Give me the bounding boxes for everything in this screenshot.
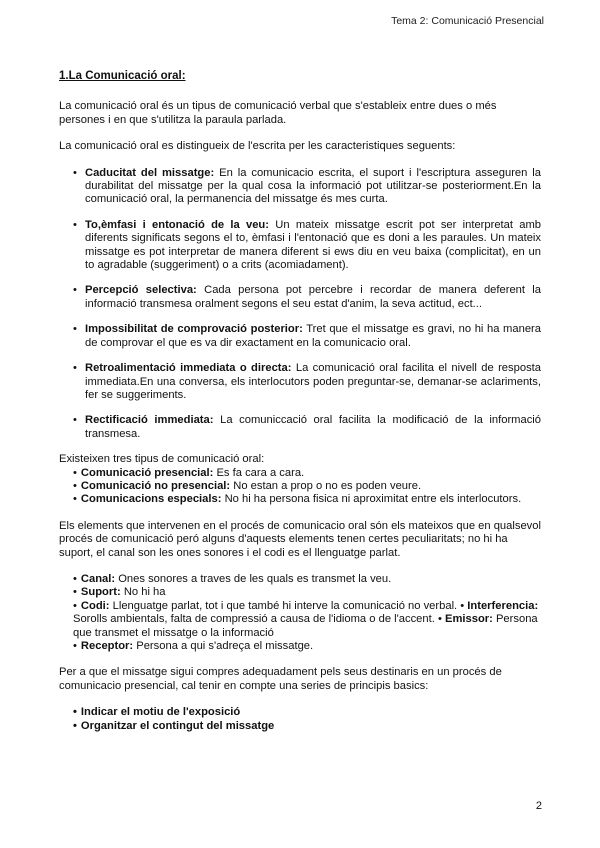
term: Impossibilitat de comprovació posterior: <box>85 323 303 336</box>
principle-text: Indicar el motiu de l'exposició <box>80 706 241 719</box>
description: La comuniccació oral facilita la modificació de la informació transmesa. <box>85 414 542 440</box>
list-item <box>73 219 541 273</box>
bullet-icon: • <box>73 706 77 719</box>
term: Comunicacions especials: <box>80 493 222 506</box>
section-title: 1.La Comunicació oral: <box>59 70 186 82</box>
term: Interferencia: <box>467 599 539 612</box>
term: Comunicació no presencial: <box>80 479 231 492</box>
bullet-icon: • <box>73 640 77 652</box>
term: Caducitat del missatge: <box>85 166 215 179</box>
characteristics-intro: La comunicació oral es distingueix de l'escrita per les caracteristiques seguents: <box>59 140 456 153</box>
description: No hi ha <box>123 586 166 599</box>
description: Persona a qui s'adreça el missatge. <box>136 640 314 652</box>
term: Codi: <box>80 599 110 612</box>
term: Percepció selectiva: <box>85 284 197 297</box>
description: Cada persona pot percebre i recordar de manera deferent la informació transmesa oralment segons el seu estat d'anim, la seva actitud, ect... <box>85 284 542 310</box>
list-item <box>73 480 541 493</box>
elements-list <box>59 573 541 653</box>
document-body <box>59 70 541 733</box>
principles-intro: Per a que el missatge sigui compres adequadament pels seus destinaris en un procés de comunicacio presencial, cal tenir en compte una series de principis basics: <box>59 666 502 692</box>
bullet-icon: • <box>73 719 77 732</box>
elements-intro: Els elements que intervenen en el procés de comunicacio oral són els mateixos que en qualsevol procés de comunicació peró alguns d'aquests elements tenen certes peculiaritats; no hi ha suport, el canal son les ones sonores i el codi es el llenguatge parlat. <box>59 519 541 559</box>
list-item <box>73 284 541 311</box>
description: No estan a prop o no es poden veure. <box>233 479 422 492</box>
principle-text: Organitzar el contingut del missatge <box>80 719 275 732</box>
list-item <box>73 414 541 441</box>
types-list <box>59 467 541 507</box>
term: Canal: <box>80 572 116 585</box>
list-item <box>73 720 541 733</box>
description: Sorolls ambientals, falta de compressió a causa de l'idioma o de l'accent. • <box>73 613 442 626</box>
bullet-icon: • <box>73 466 77 479</box>
list-item <box>73 493 541 506</box>
bullet-icon: • <box>73 479 77 492</box>
description: Persona que transmet el missatge o la informació <box>73 613 538 639</box>
term: Retroalimentació immediata o directa: <box>85 362 292 375</box>
list-item <box>73 706 541 719</box>
description: No hi ha persona fisica ni aproximitat entre els interlocutors. <box>224 493 522 506</box>
list-item <box>73 640 541 653</box>
bullet-icon: • <box>73 599 77 612</box>
list-item <box>73 362 541 402</box>
description: La comunicació oral facilita el nivell de resposta immediata.En una conversa, els interlocutors poden preguntar-se, demanar-se aclariments, fer se suggeriments. <box>85 362 541 401</box>
list-item <box>73 586 541 599</box>
term: Rectificació immediata: <box>85 414 214 427</box>
term: Suport: <box>80 586 121 599</box>
types-intro: Existeixen tres tipus de comunicació oral: <box>59 453 265 466</box>
characteristics-list <box>59 167 541 442</box>
term: Receptor: <box>80 640 134 652</box>
term: Emissor: <box>444 613 493 626</box>
term: Comunicació presencial: <box>80 466 214 479</box>
running-header: Tema 2: Comunicació Presencial <box>391 15 544 27</box>
list-item <box>73 467 541 480</box>
description: Es fa cara a cara. <box>216 466 305 479</box>
description: Ones sonores a traves de les quals es transmet la veu. <box>118 572 392 585</box>
principles-list <box>59 706 541 733</box>
term: To,èmfasi i entonació de la veu: <box>85 218 269 231</box>
description: Llenguatge parlat, tot i que també hi interve la comunicació no verbal. • <box>112 599 465 612</box>
list-item <box>73 600 541 640</box>
description: En la comunicacio escrita, el suport i l'escriptura asseguren la durabilitat del missatge per la qual cosa la informació pot utilitzar-se posteriorment.En la comunicació oral, la permanencia del missatge és mes curta. <box>85 166 541 206</box>
list-item <box>73 323 541 350</box>
bullet-icon: • <box>73 586 77 599</box>
list-item <box>73 167 541 207</box>
bullet-icon: • <box>73 493 77 506</box>
intro-paragraph: La comunicació oral és un tipus de comunicació verbal que s'estableix entre dues o més persones i en que s'utilitza la paraula parlada. <box>59 100 497 126</box>
bullet-icon: • <box>73 572 77 585</box>
list-item <box>73 573 541 586</box>
description: Tret que el missatge es gravi, no hi ha manera de comprovar el que es va dir exactament en la comunicacio oral. <box>85 323 541 349</box>
description: Un mateix missatge escrit pot ser interpretat amb diferents significats segons el to, èmfasi i l'entonació que es doni a les paraules. Un mateix missatge es pot interpretar de manera diferent si ews diu en veu baixa (complicitat), en un to agradable (suggeriment) o a crits (acomiadament). <box>85 218 542 272</box>
page-number: 2 <box>535 800 542 812</box>
